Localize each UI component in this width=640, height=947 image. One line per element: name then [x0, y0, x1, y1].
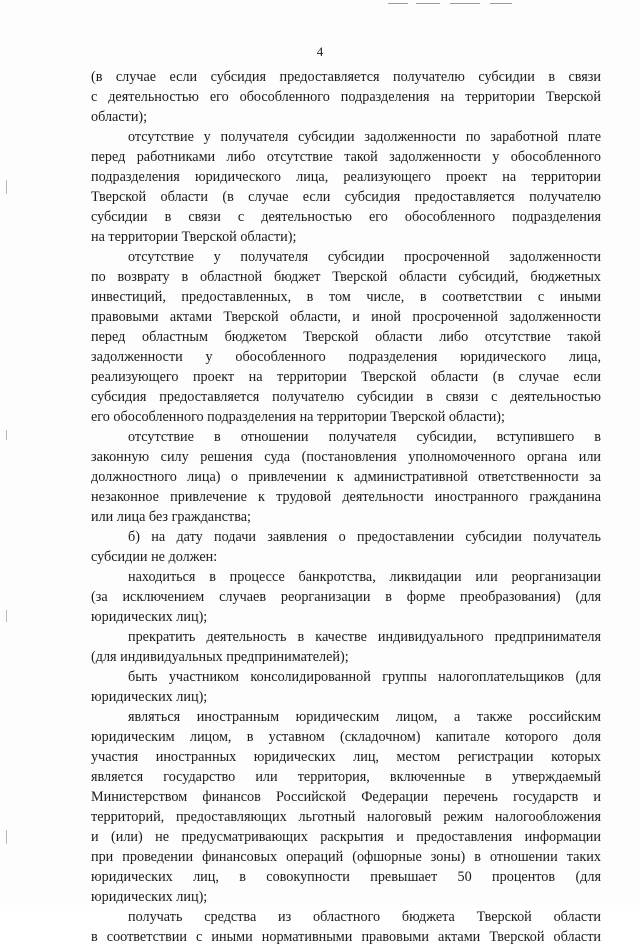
- text-line: отсутствие у получателя субсидии просроченной задолженности: [128, 249, 601, 265]
- text-line: субсидии в связи с деятельностью его обособленного подразделения: [91, 209, 601, 225]
- text-line: перед областным бюджетом Тверской области либо отсутствие такой: [91, 329, 601, 345]
- text-line: юридических лиц);: [91, 889, 208, 905]
- text-line: являться иностранным юридическим лицом, а также российским: [128, 709, 601, 725]
- text-line: с деятельностью его обособленного подразделения на территории Тверской: [91, 89, 601, 105]
- text-line: субсидии не должен:: [91, 549, 218, 565]
- text-line: Тверской области (в случае если субсидия предоставляется получателю: [91, 189, 601, 205]
- scan-artifact-left: [6, 830, 7, 844]
- text-line: перед работниками либо отсутствие такой задолженности у обособленного: [91, 149, 601, 165]
- text-line: отсутствие в отношении получателя субсидии, вступившего в: [128, 429, 601, 445]
- text-line: (за исключением случаев реорганизации в форме преобразования) (для: [91, 589, 601, 605]
- page-number: 4: [316, 44, 324, 59]
- text-line: его обособленного подразделения на территории Тверской области);: [91, 409, 505, 425]
- text-line: или лица без гражданства;: [91, 509, 251, 525]
- text-line: и (или) не предусматривающих раскрытия и предоставления информации: [91, 829, 601, 845]
- text-line: б) на дату подачи заявления о предоставлении субсидии получатель: [128, 529, 601, 545]
- text-line: законную силу решения суда (постановления уполномоченного органа или: [91, 449, 601, 465]
- text-line: незаконное привлечение к трудовой деятельности иностранного гражданина: [91, 489, 601, 505]
- text-line: правовыми актами Тверской области, и иной просроченной задолженности: [91, 309, 601, 325]
- text-line: (в случае если субсидия предоставляется получателю субсидии в связи: [91, 69, 601, 85]
- text-line: области);: [91, 109, 148, 125]
- text-line: по возврату в областной бюджет Тверской области субсидий, бюджетных: [91, 269, 601, 285]
- text-line: юридических лиц);: [91, 689, 208, 705]
- text-line: является государство или территория, включенные в утверждаемый: [91, 769, 601, 785]
- text-line: юридическим лицом, в уставном (складочном) капитале которого доля: [91, 729, 601, 745]
- text-line: участия иностранных юридических лиц, местом регистрации которых: [91, 749, 601, 765]
- text-line: Министерством финансов Российской Федерации перечень государств и: [91, 789, 601, 805]
- text-line: юридических лиц);: [91, 609, 208, 625]
- text-line: территорий, предоставляющих льготный налоговый режим налогообложения: [91, 809, 601, 825]
- text-line: инвестиций, предоставленных, в том числе, в соответствии с иными: [91, 289, 601, 305]
- text-line: задолженности у обособленного подразделения юридического лица,: [91, 349, 601, 365]
- text-line: прекратить деятельность в качестве индивидуального предпринимателя: [128, 629, 601, 645]
- text-line: в соответствии с иными нормативными правовыми актами Тверской области: [91, 929, 601, 945]
- text-line: реализующего проект на территории Тверской области (в случае если: [91, 369, 601, 385]
- text-line: должностного лица) о привлечении к административной ответственности за: [91, 469, 601, 485]
- text-line: на территории Тверской области);: [91, 229, 297, 245]
- text-line: находиться в процессе банкротства, ликвидации или реорганизации: [128, 569, 601, 585]
- text-line: при проведении финансовых операций (офшорные зоны) в отношении таких: [91, 849, 601, 865]
- text-line: быть участником консолидированной группы налогоплательщиков (для: [128, 669, 601, 685]
- text-line: юридических лиц, в совокупности превышает 50 процентов (для: [91, 869, 601, 885]
- scan-artifact-left: [6, 430, 7, 440]
- scan-artifact-top: [380, 0, 520, 6]
- text-line: (для индивидуальных предпринимателей);: [91, 649, 349, 665]
- text-line: отсутствие у получателя субсидии задолженности по заработной плате: [128, 129, 601, 145]
- text-line: подразделения юридического лица, реализующего проект на территории: [91, 169, 601, 185]
- document-body: [91, 67, 601, 947]
- text-line: субсидия предоставляется получателю субсидии в связи с деятельностью: [91, 389, 601, 405]
- scan-artifact-left: [6, 180, 7, 194]
- text-line: получать средства из областного бюджета Тверской области: [128, 909, 601, 925]
- scan-artifact-left: [6, 610, 7, 622]
